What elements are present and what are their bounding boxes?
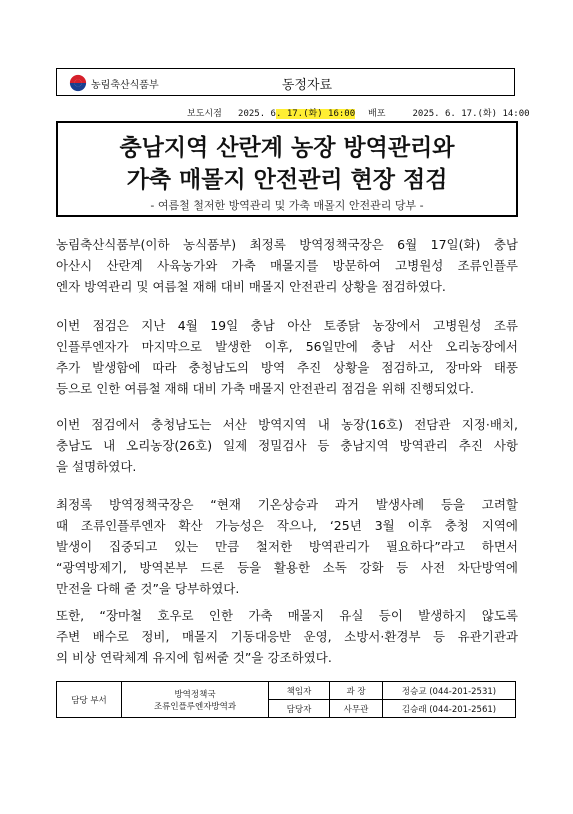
title-box <box>56 121 518 217</box>
release-label: 보도시점 <box>187 109 222 119</box>
paragraph-line: 의 비상 연락체계 유지에 힘써줄 것”을 강조하였다. <box>56 650 332 665</box>
role-responsible: 책임자 <box>269 682 330 700</box>
paragraph-line: 이번 점검에서 충청남도는 서산 방역지역 내 농장(16호) 전담관 지정·배치, <box>56 417 518 432</box>
paragraph-line: 인플루엔자가 마지막으로 발생한 이후, 56일만에 충남 서산 오리농장에서 <box>56 339 518 354</box>
paragraph-line: 아산시 산란계 사육농가와 가축 매몰지를 방문하여 고병원성 조류인플루 <box>56 258 518 273</box>
dept-line-1: 방역정책국 <box>174 689 216 700</box>
paragraph-line: 이번 점검은 지난 4월 19일 충남 아산 토종닭 농장에서 고병원성 조류 <box>56 318 518 333</box>
paragraph-line: 을 설명하였다. <box>56 459 137 474</box>
paragraph-line: 주변 배수로 정비, 매몰지 기동대응반 운영, 소방서·환경부 등 유관기관과 <box>56 629 518 644</box>
distribution-date: 2025. 6. 17.(화) 14:00 <box>412 109 530 119</box>
paragraph-line: 또한, “장마철 호우로 인한 가축 매몰지 유실 등이 발생하지 않도록 <box>56 608 518 623</box>
paragraph-1 <box>56 234 518 297</box>
paragraph-line: 충남도 내 오리농장(26호) 일제 정밀검사 등 충남지역 방역관리 추진 사항 <box>56 438 518 453</box>
paragraph-line: 농림축산식품부(이하 농식품부) 최정록 방역정책국장은 6월 17일(화) 충남 <box>56 237 518 252</box>
dept-name <box>122 682 269 718</box>
ministry-name: 농림축산식품부 <box>91 80 159 91</box>
dept-line-2: 조류인플루엔자방역과 <box>153 701 237 712</box>
person-manager: 김승래 (044-201-2561) <box>383 700 516 718</box>
paragraph-line: 최정록 방역정책국장은 “현재 기온상승과 과거 발생사례 등을 고려할 <box>56 497 518 512</box>
subtitle: - 여름철 철저한 방역관리 및 가축 매몰지 안전관리 당부 - <box>150 199 424 212</box>
distribution-time <box>368 106 530 119</box>
dept-label: 담당 부서 <box>57 682 122 718</box>
release-date-prefix: 2025. 6 <box>238 109 276 119</box>
title-manager: 사무관 <box>330 700 383 718</box>
paragraph-3 <box>56 414 518 477</box>
document-type: 동정자료 <box>281 78 333 93</box>
role-manager: 담당자 <box>269 700 330 718</box>
government-logo-icon <box>69 74 87 92</box>
paragraph-line: “광역방제기, 방역본부 드론 등을 활용한 소독 강화 등 사전 차단방역에 <box>56 560 518 575</box>
paragraph-line: 엔자 방역관리 및 여름철 재해 대비 매몰지 안전관리 상황을 점검하였다. <box>56 279 446 294</box>
title-line-2: 가축 매몰지 안전관리 현장 점검 <box>126 167 448 193</box>
person-responsible: 정승교 (044-201-2531) <box>383 682 516 700</box>
paragraph-line: 등으로 인한 여름철 재해 대비 가축 매몰지 안전관리 점검을 위해 진행되었다. <box>56 381 475 396</box>
title-responsible: 과 장 <box>330 682 383 700</box>
distribution-label: 배포 <box>368 109 386 119</box>
paragraph-line: 발생이 집중되고 있는 만큼 철저한 방역관리가 필요하다”라고 하면서 <box>56 539 518 554</box>
release-date-highlight: . 17.(화) 16:00 <box>275 109 356 119</box>
header-box <box>56 68 515 96</box>
paragraph-line: 추가 발생함에 따라 충청남도의 방역 추진 상황을 점검하고, 장마와 태풍 <box>56 360 518 375</box>
paragraph-5 <box>56 605 518 668</box>
release-time <box>187 106 355 119</box>
paragraph-line: 만전을 다해 줄 것”을 당부하였다. <box>56 581 240 596</box>
paragraph-line: 때 조류인플루엔자 확산 가능성은 작으나, ‘25년 3월 이후 충청 지역에 <box>56 518 518 533</box>
paragraph-4 <box>56 494 518 599</box>
contact-table <box>56 681 516 718</box>
paragraph-2 <box>56 315 518 399</box>
title-line-1: 충남지역 산란계 농장 방역관리와 <box>119 135 455 161</box>
